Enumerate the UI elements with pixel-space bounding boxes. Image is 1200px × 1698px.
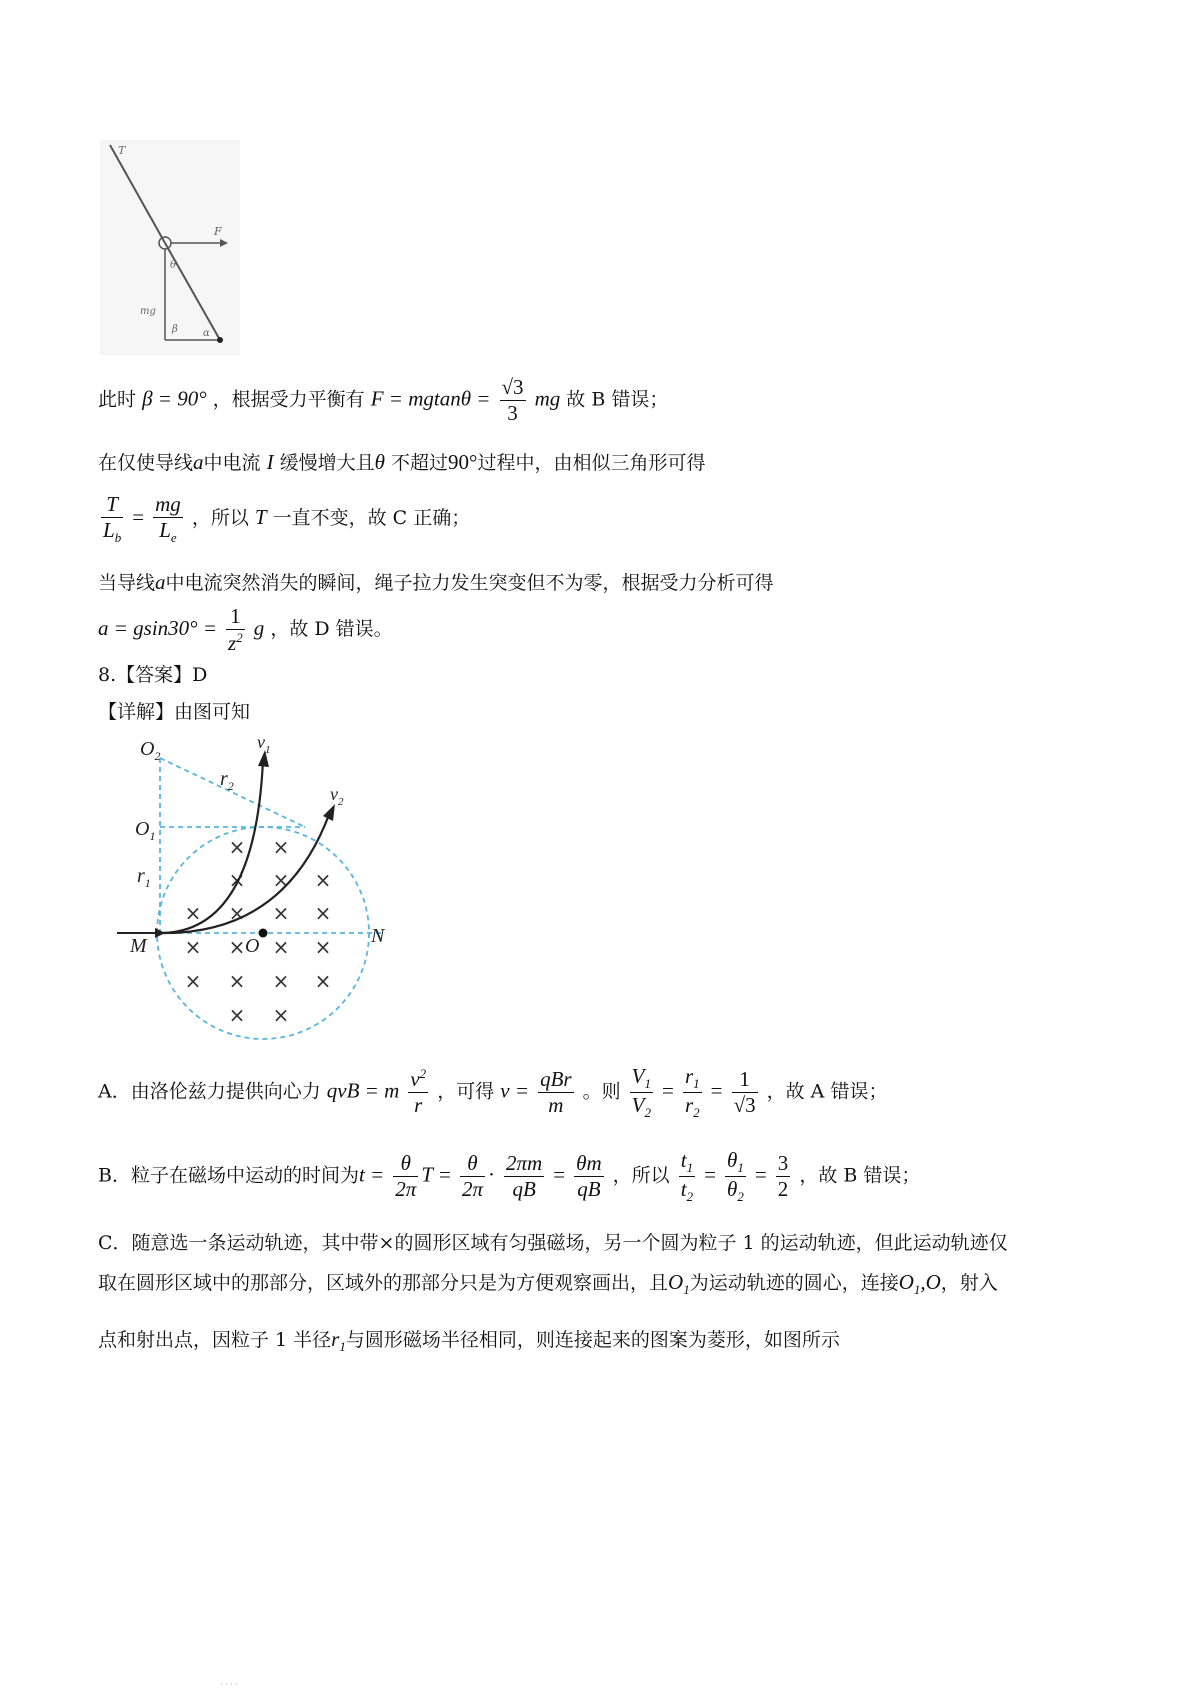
subscript: 1 — [339, 1339, 346, 1355]
numerator: 2πm — [506, 1150, 543, 1175]
math-mg: mg — [534, 386, 561, 411]
math: v = — [500, 1078, 530, 1103]
numerator: θm — [576, 1150, 602, 1175]
subscript: 1 — [913, 1282, 921, 1298]
fraction-sqrt3-over-3 — [500, 375, 526, 426]
cross-mark: × — [272, 835, 290, 859]
label-M: M — [130, 935, 147, 957]
subscript: 1 — [644, 1076, 651, 1092]
denominator — [153, 517, 183, 546]
numerator: θ — [467, 1150, 478, 1175]
base: V — [631, 1064, 645, 1088]
superscript: 2 — [419, 1066, 427, 1082]
fraction-T-over-Lb — [101, 492, 123, 546]
subscript: 2 — [737, 1188, 744, 1204]
text-line-5 — [98, 604, 393, 656]
text: 一直不变，故 C 正确； — [272, 506, 471, 529]
math-F: F = mgtanθ = — [370, 386, 491, 411]
text-line-3 — [98, 492, 470, 546]
option-a-line — [98, 1064, 887, 1121]
math-90deg: 90° — [448, 450, 478, 474]
cross-mark: × — [184, 901, 202, 925]
text: ，所以 — [191, 506, 249, 529]
detail-line: 【详解】由图可知 — [98, 701, 251, 723]
base: O — [898, 1270, 914, 1294]
cross-mark: × — [228, 835, 246, 859]
base: θ — [727, 1148, 738, 1172]
fraction-mg-over-Le — [153, 492, 183, 546]
numerator: T — [106, 492, 118, 516]
numerator — [679, 1148, 695, 1176]
label-v1: $v_1$ — [257, 732, 271, 756]
math-O1 — [668, 1270, 690, 1298]
numerator — [408, 1066, 428, 1092]
equals: = — [132, 504, 145, 529]
label-mg: mg — [140, 306, 156, 317]
text: ，故 A 错误； — [766, 1080, 888, 1103]
text: 取在圆形区域中的那部分，区域外的那部分只是为方便观察画出，且 — [98, 1272, 669, 1294]
label-O1: $O_1$ — [135, 818, 156, 843]
equals: = — [553, 1162, 566, 1187]
label-beta: β — [172, 324, 178, 335]
base: V — [631, 1092, 645, 1117]
equals: = — [754, 1162, 767, 1187]
numerator: mg — [155, 492, 181, 516]
base: t — [680, 1148, 687, 1172]
label-alpha: α — [203, 328, 210, 339]
denominator: qB — [504, 1176, 544, 1202]
denominator — [683, 1092, 702, 1121]
cross-mark: × — [314, 868, 332, 892]
cross-mark: × — [272, 901, 290, 925]
math-T: T — [254, 504, 267, 529]
cross-mark: × — [272, 868, 290, 892]
denominator: 2 — [777, 1176, 789, 1201]
fraction — [504, 1151, 544, 1202]
math-O1-O — [898, 1270, 941, 1298]
fraction-qBr-over-m — [538, 1067, 574, 1118]
label-O2: $O_2$ — [140, 738, 161, 763]
label-F: F — [214, 225, 222, 238]
base: r — [684, 1064, 694, 1088]
denominator — [725, 1176, 746, 1205]
pendulum-force-diagram — [100, 140, 240, 355]
cross-mark: × — [314, 969, 332, 993]
fraction-3-over-2 — [776, 1151, 791, 1202]
cross-mark: × — [228, 969, 246, 993]
text: 在仅使导线 — [98, 452, 194, 474]
base: L — [159, 518, 171, 543]
text: ，故 B 错误； — [799, 1164, 921, 1187]
label-r1: $r_1$ — [137, 865, 151, 890]
fraction — [393, 1151, 418, 1202]
text: 故 B 错误； — [566, 388, 669, 411]
cross-mark: × — [228, 935, 246, 959]
fraction — [460, 1151, 485, 1202]
subscript: b — [114, 530, 122, 546]
math-theta: θ — [374, 450, 385, 474]
text: 与圆形磁场半径相同，则连接起来的图案为菱形，如图所示 — [345, 1329, 840, 1351]
text: A．由洛伦兹力提供向心力 — [98, 1080, 321, 1103]
base: r — [684, 1092, 694, 1117]
text: 缓慢增大且 — [279, 452, 375, 474]
text: 。则 — [582, 1080, 621, 1103]
subscript: 1 — [686, 1160, 694, 1176]
cross-mark: × — [184, 969, 202, 993]
text: ，射入 — [940, 1272, 998, 1294]
option-c-line-1: C．随意选一条运动轨迹，其中带×的圆形区域有匀强磁场，另一个圆为粒子 1 的运动轨迹，但此运动轨迹仅 — [98, 1232, 1008, 1254]
fraction-V1-over-V2 — [630, 1064, 653, 1121]
fraction-1-over-sqrt3 — [732, 1067, 758, 1118]
label-N: N — [371, 925, 385, 947]
denominator — [630, 1092, 653, 1121]
answer-line: 8.【答案】D — [98, 664, 208, 686]
text: ，故 D 错误。 — [270, 618, 393, 641]
superscript: 2 — [236, 630, 243, 646]
cross-mark: × — [272, 1003, 290, 1027]
subscript: 2 — [686, 1188, 694, 1204]
denominator: qB — [574, 1176, 603, 1202]
cross-mark: × — [272, 935, 290, 959]
math-a: a — [193, 450, 204, 474]
denominator: √3 — [733, 1092, 756, 1117]
base: O — [668, 1270, 684, 1294]
equals: = — [704, 1162, 716, 1187]
text: 不超过 — [391, 452, 449, 474]
magnetic-field-diagram — [115, 730, 405, 1040]
numerator: qBr — [540, 1066, 572, 1091]
subscript: 1 — [693, 1076, 700, 1092]
text: 过程中，由相似三角形可得 — [477, 452, 706, 474]
math-beta: β = 90° — [142, 386, 207, 411]
denominator: r — [408, 1092, 428, 1118]
math-I: I — [266, 450, 274, 474]
footer-dots: · · · · — [220, 1680, 238, 1689]
subscript: e — [170, 530, 177, 546]
math-r1 — [331, 1327, 346, 1355]
math-g: g — [253, 616, 265, 641]
equals: = — [439, 1162, 451, 1187]
subscript: 2 — [693, 1104, 700, 1120]
label-T: T — [118, 144, 126, 157]
label-v2: $v_2$ — [330, 784, 344, 808]
base: v — [410, 1067, 420, 1092]
denominator — [679, 1176, 695, 1205]
text-line-2 — [98, 448, 705, 475]
denominator: 3 — [500, 400, 526, 426]
math-T: T — [421, 1162, 433, 1187]
math: t = — [358, 1162, 385, 1187]
text: 点和射出点，因粒子 1 半径 — [98, 1329, 332, 1351]
numerator — [683, 1064, 702, 1092]
fraction — [574, 1151, 603, 1202]
cross-mark: × — [228, 1003, 246, 1027]
base: z — [228, 631, 237, 656]
denominator — [101, 517, 123, 546]
text: 为运动轨迹的圆心，连接 — [689, 1272, 899, 1294]
math-a: a — [155, 570, 166, 594]
numerator: √3 — [501, 375, 524, 399]
text: 中电流突然消失的瞬间，绳子拉力发生突变但不为零，根据受力分析可得 — [165, 572, 774, 594]
cross-mark: × — [272, 969, 290, 993]
numerator: 1 — [230, 604, 241, 628]
denominator — [226, 629, 245, 656]
base: θ — [727, 1176, 738, 1201]
text: ，根据受力平衡有 — [212, 388, 365, 411]
math: qvB = m — [326, 1078, 400, 1103]
math-a-eq: a = gsin30° = — [98, 616, 217, 641]
text-line-4 — [98, 568, 774, 595]
subscript: 1 — [737, 1160, 744, 1176]
subscript: 2 — [644, 1104, 651, 1120]
option-c-line-3 — [98, 1325, 840, 1355]
dot: · — [487, 1162, 495, 1187]
subscript: 1 — [683, 1282, 690, 1298]
numerator: θ — [400, 1150, 411, 1175]
numerator: 1 — [739, 1066, 750, 1091]
numerator: 3 — [777, 1150, 789, 1175]
denominator: m — [538, 1092, 574, 1118]
fraction-t1-over-t2 — [679, 1148, 695, 1205]
text-line-1 — [98, 375, 668, 426]
label-theta: θ — [170, 260, 177, 271]
fraction-theta1-over-theta2 — [725, 1148, 746, 1205]
base: L — [103, 518, 115, 543]
fraction-1-over-z2 — [226, 604, 245, 656]
cross-mark: × — [184, 935, 202, 959]
cross-mark: × — [314, 935, 332, 959]
option-b-line — [98, 1148, 920, 1205]
cross-mark: × — [228, 868, 246, 892]
option-c-line-2 — [98, 1268, 998, 1298]
text: B．粒子在磁场中运动的时间为 — [98, 1164, 359, 1187]
cross-mark: × — [228, 901, 246, 925]
base: r — [331, 1327, 340, 1351]
text: ,O — [920, 1270, 941, 1294]
text: ，可得 — [437, 1080, 495, 1103]
cross-mark: × — [314, 901, 332, 925]
numerator — [630, 1064, 653, 1092]
fraction-r1-over-r2 — [683, 1064, 702, 1121]
base: t — [680, 1176, 687, 1201]
label-r2: $r_2$ — [220, 768, 234, 793]
text: 当导线 — [98, 572, 156, 594]
text: 此时 — [98, 388, 137, 411]
fraction-v2-over-r — [408, 1066, 428, 1118]
denominator: 2π — [461, 1176, 483, 1201]
numerator — [725, 1148, 746, 1176]
denominator: 2π — [395, 1176, 417, 1201]
text: ，所以 — [612, 1164, 670, 1187]
text: 中电流 — [203, 452, 261, 474]
equals: = — [662, 1078, 674, 1103]
equals: = — [710, 1078, 723, 1103]
label-O: O — [245, 935, 260, 957]
